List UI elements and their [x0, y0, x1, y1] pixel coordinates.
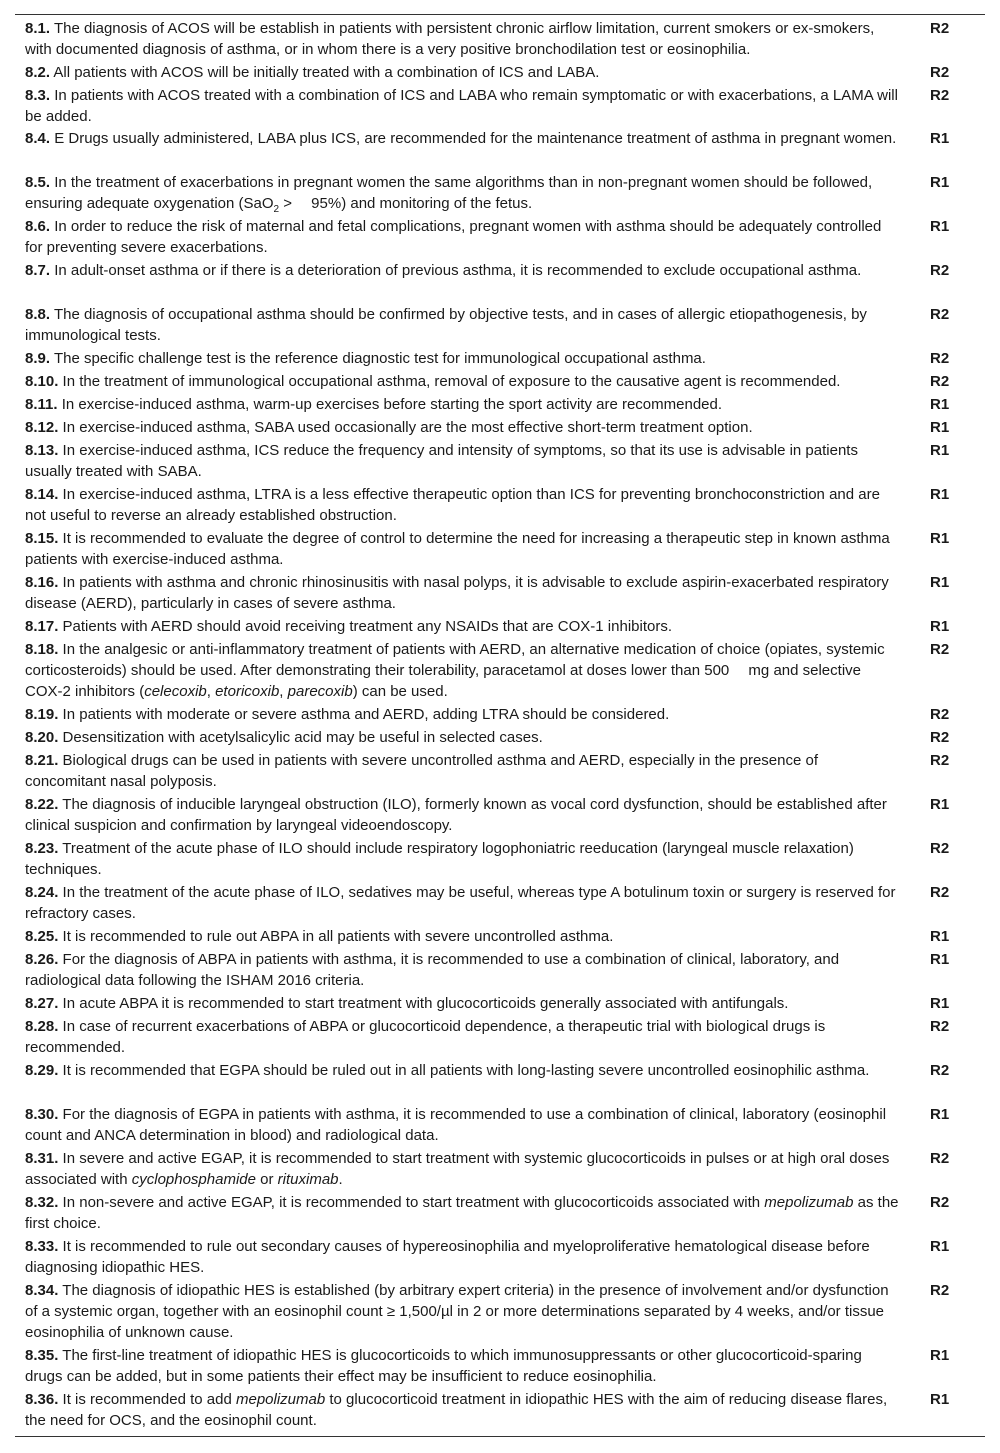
- recommendation-text-segment: to glucocorticoid treatment in idiopathic HES with the aim of reducing disease flares, the need for OCS, and the eosinophil count.: [25, 1391, 888, 1429]
- recommendation-text-segment: Treatment of the acute phase of ILO should include respiratory logophoniatric reeducation (laryngeal muscle relaxation) techniques.: [25, 840, 854, 878]
- recommendation-text-segment: as the first choice.: [25, 1194, 899, 1232]
- recommendation-text: [25, 304, 900, 346]
- recommendation-text: [25, 838, 900, 880]
- recommendation-text-segment: All patients with ACOS will be initially treated with a combination of ICS and LABA.: [53, 64, 600, 81]
- recommendation-text-segment: ,: [279, 683, 288, 700]
- recommendation-text-segment: In patients with asthma and chronic rhinosinusitis with nasal polyps, it is advisable to exclude aspirin-exacerbated respiratory disease (AERD), particularly in cases of severe asthma.: [25, 574, 889, 612]
- recommendation-text-segment: In case of recurrent exacerbations of ABPA or glucocorticoid dependence, a therapeutic trial with biological drugs is recommended.: [25, 1018, 826, 1056]
- recommendation-number: 8.25.: [25, 928, 59, 945]
- recommendation-text-segment: In order to reduce the risk of maternal and fetal complications, pregnant women with asthma should be adequately controlled for preventing severe exacerbations.: [25, 218, 882, 256]
- recommendation-number: 8.28.: [25, 1018, 59, 1035]
- recommendation-number: 8.33.: [25, 1238, 59, 1255]
- recommendation-grade: R1: [930, 618, 950, 635]
- recommendation-text: [25, 1236, 900, 1278]
- recommendation-text-segment: It is recommended to rule out secondary causes of hypereosinophilia and myeloproliferative hematological disease before diagnosing idiopathic HES.: [25, 1238, 870, 1276]
- recommendation-number: 8.21.: [25, 752, 59, 769]
- recommendation-text-segment: Biological drugs can be used in patients with severe uncontrolled asthma and AERD, especially in the presence of concomitant nasal polyposis.: [25, 752, 818, 790]
- recommendation-grade: R1: [930, 396, 950, 413]
- recommendation-grade: R1: [930, 1347, 950, 1364]
- recommendation-grade: R1: [930, 796, 950, 813]
- recommendation-grade: R1: [930, 1238, 950, 1255]
- recommendation-text-segment: > 95%) and monitoring of the fetus.: [279, 195, 533, 212]
- recommendation-grade: R2: [930, 1018, 950, 1035]
- recommendation-grade: R1: [930, 130, 950, 147]
- drug-name: celecoxib: [144, 683, 207, 700]
- recommendation-text: [25, 216, 900, 258]
- table-bottom-rule: [15, 1436, 985, 1437]
- recommendation-number: 8.27.: [25, 995, 59, 1012]
- recommendation-number: 8.4.: [25, 130, 51, 147]
- recommendation-text: [25, 528, 900, 570]
- recommendation-text: [25, 926, 900, 947]
- recommendation-number: 8.8.: [25, 306, 51, 323]
- recommendation-text: [25, 348, 900, 369]
- recommendation-text: [25, 704, 900, 725]
- recommendation-text: [25, 1016, 900, 1058]
- recommendation-text-segment: Desensitization with acetylsalicylic acid may be useful in selected cases.: [62, 729, 543, 746]
- drug-name: mepolizumab: [235, 1391, 326, 1408]
- recommendation-text-segment: In exercise-induced asthma, ICS reduce the frequency and intensity of symptoms, so that its use is advisable in patients usually treated with SABA.: [25, 442, 858, 480]
- recommendation-text-segment: In the treatment of exacerbations in pregnant women the same algorithms than in non-pregnant women should be followed, ensuring adequate oxygenation (SaO: [25, 174, 873, 212]
- recommendation-grade: R2: [930, 64, 950, 81]
- drug-name: etoricoxib: [215, 683, 280, 700]
- recommendation-text-segment: In patients with moderate or severe asthma and AERD, adding LTRA should be considered.: [62, 706, 670, 723]
- recommendation-text: [25, 18, 900, 60]
- recommendation-text-segment: In severe and active EGAP, it is recommended to start treatment with systemic glucocorticoids in pulses or at high oral doses associated with: [25, 1150, 890, 1188]
- recommendation-text-segment: It is recommended to add: [62, 1391, 236, 1408]
- recommendation-grade: R1: [930, 995, 950, 1012]
- recommendation-text-segment: In adult-onset asthma or if there is a deterioration of previous asthma, it is recommended to exclude occupational asthma.: [54, 262, 862, 279]
- recommendation-number: 8.15.: [25, 530, 59, 547]
- recommendation-number: 8.24.: [25, 884, 59, 901]
- recommendation-grade: R2: [930, 884, 950, 901]
- recommendation-grade: R2: [930, 350, 950, 367]
- recommendation-text: [25, 727, 900, 748]
- recommendation-number: 8.17.: [25, 618, 59, 635]
- recommendation-text: [25, 750, 900, 792]
- recommendation-text: [25, 639, 900, 702]
- recommendation-grade: R2: [930, 306, 950, 323]
- recommendation-number: 8.5.: [25, 174, 51, 191]
- recommendation-grade: R1: [930, 419, 950, 436]
- recommendation-text: [25, 62, 900, 83]
- recommendation-text: [25, 949, 900, 991]
- recommendation-number: 8.36.: [25, 1391, 59, 1408]
- recommendation-text: [25, 794, 900, 836]
- recommendation-grade: R1: [930, 928, 950, 945]
- recommendation-text: [25, 1060, 900, 1081]
- recommendation-number: 8.18.: [25, 641, 59, 658]
- recommendation-text-segment: In exercise-induced asthma, warm-up exercises before starting the sport activity are recommended.: [61, 396, 723, 413]
- recommendation-text: [25, 417, 900, 438]
- recommendation-number: 8.11.: [25, 396, 58, 413]
- recommendation-text-segment: In the treatment of immunological occupational asthma, removal of exposure to the causative agent is recommended.: [62, 373, 841, 390]
- recommendation-number: 8.35.: [25, 1347, 59, 1364]
- recommendation-grade: R2: [930, 1282, 950, 1299]
- subscript: 2: [273, 204, 280, 215]
- recommendation-number: 8.20.: [25, 729, 59, 746]
- recommendation-text: [25, 1148, 900, 1190]
- recommendation-text: [25, 128, 900, 149]
- recommendation-number: 8.29.: [25, 1062, 59, 1079]
- recommendation-grade: R2: [930, 87, 950, 104]
- recommendation-text-segment: The diagnosis of ACOS will be establish in patients with persistent chronic airflow limitation, current smokers or ex-smokers, with documented diagnosis of asthma, or in whom there is a very positive bronchodilation test or eosinophilia.: [25, 20, 875, 58]
- recommendation-grade: R1: [930, 1391, 950, 1408]
- recommendation-text-segment: It is recommended to rule out ABPA in all patients with severe uncontrolled asthma.: [62, 928, 614, 945]
- recommendation-grade: R1: [930, 1106, 950, 1123]
- recommendation-text-segment: In the analgesic or anti-inflammatory treatment of patients with AERD, an alternative medication of choice (opiates, systemic corticosteroids) should be used. After demonstrating their tolerability, paracetamol at doses lower than 500 mg and selective COX-2 inhibitors (: [25, 641, 885, 700]
- recommendation-text: [25, 1345, 900, 1387]
- recommendation-number: 8.12.: [25, 419, 59, 436]
- recommendation-number: 8.9.: [25, 350, 51, 367]
- recommendation-grade: R1: [930, 530, 950, 547]
- recommendation-number: 8.3.: [25, 87, 51, 104]
- recommendation-number: 8.10.: [25, 373, 59, 390]
- recommendation-text-segment: The specific challenge test is the reference diagnostic test for immunological occupational asthma.: [53, 350, 706, 367]
- recommendation-grade: R1: [930, 486, 950, 503]
- recommendation-text-segment: In acute ABPA it is recommended to start treatment with glucocorticoids generally associated with antifungals.: [62, 995, 789, 1012]
- recommendation-grade: R1: [930, 218, 950, 235]
- recommendation-text: [25, 572, 900, 614]
- recommendation-number: 8.23.: [25, 840, 59, 857]
- recommendation-number: 8.13.: [25, 442, 59, 459]
- recommendation-number: 8.2.: [25, 64, 51, 81]
- recommendation-number: 8.34.: [25, 1282, 59, 1299]
- recommendation-text-segment: In the treatment of the acute phase of ILO, sedatives may be useful, whereas type A botulinum toxin or surgery is reserved for refractory cases.: [25, 884, 896, 922]
- recommendation-text: [25, 1389, 900, 1431]
- recommendation-grade: R2: [930, 641, 950, 658]
- recommendation-number: 8.31.: [25, 1150, 59, 1167]
- drug-name: rituximab: [277, 1171, 339, 1188]
- recommendation-grade: R1: [930, 574, 950, 591]
- recommendation-text: [25, 882, 900, 924]
- recommendation-number: 8.14.: [25, 486, 59, 503]
- recommendation-text-segment: The diagnosis of inducible laryngeal obstruction (ILO), formerly known as vocal cord dysfunction, should be established after clinical suspicion and confirmation by laryngeal videoendoscopy.: [25, 796, 887, 834]
- recommendation-text: [25, 1104, 900, 1146]
- recommendation-grade: R2: [930, 706, 950, 723]
- recommendation-text: [25, 371, 900, 392]
- recommendation-grade: R2: [930, 1062, 950, 1079]
- recommendation-text-segment: The first-line treatment of idiopathic HES is glucocorticoids to which immunosuppressants or other glucocorticoid-sparing drugs can be added, but in some patients their effect may be insufficient to reduce eosinophilia.: [25, 1347, 862, 1385]
- recommendation-text-segment: Patients with AERD should avoid receiving treatment any NSAIDs that are COX-1 inhibitors.: [62, 618, 672, 635]
- recommendation-text-segment: In exercise-induced asthma, SABA used occasionally are the most effective short-term treatment option.: [62, 419, 753, 436]
- recommendation-number: 8.7.: [25, 262, 51, 279]
- recommendation-text: [25, 394, 900, 415]
- recommendation-text-segment: or: [255, 1171, 278, 1188]
- drug-name: cyclophosphamide: [131, 1171, 256, 1188]
- recommendation-text: [25, 440, 900, 482]
- recommendation-number: 8.6.: [25, 218, 51, 235]
- recommendation-text-segment: ) can be used.: [352, 683, 448, 700]
- recommendations-table: [15, 14, 985, 1429]
- recommendation-text-segment: It is recommended that EGPA should be ruled out in all patients with long-lasting severe uncontrolled eosinophilic asthma.: [62, 1062, 870, 1079]
- recommendation-text: [25, 1192, 900, 1234]
- drug-name: mepolizumab: [764, 1194, 854, 1211]
- recommendation-text: [25, 616, 900, 637]
- recommendation-number: 8.26.: [25, 951, 59, 968]
- recommendation-grade: R1: [930, 442, 950, 459]
- recommendation-grade: R2: [930, 729, 950, 746]
- recommendation-text-segment: For the diagnosis of ABPA in patients with asthma, it is recommended to use a combination of clinical, laboratory, and radiological data following the ISHAM 2016 criteria.: [25, 951, 840, 989]
- recommendation-text: [25, 1280, 900, 1343]
- recommendation-text: [25, 172, 900, 214]
- recommendation-text-segment: E Drugs usually administered, LABA plus ICS, are recommended for the maintenance treatment of asthma in pregnant women.: [54, 130, 897, 147]
- recommendation-text-segment: The diagnosis of occupational asthma should be confirmed by objective tests, and in cases of allergic etiopathogenesis, by immunological tests.: [25, 306, 867, 344]
- recommendation-text-segment: It is recommended to evaluate the degree of control to determine the need for increasing a therapeutic step in known asthma patients with exercise-induced asthma.: [25, 530, 890, 568]
- recommendation-grade: R2: [930, 752, 950, 769]
- recommendation-grade: R2: [930, 262, 950, 279]
- recommendation-grade: R2: [930, 1150, 950, 1167]
- recommendation-number: 8.32.: [25, 1194, 59, 1211]
- recommendation-number: 8.16.: [25, 574, 59, 591]
- recommendation-text-segment: In exercise-induced asthma, LTRA is a less effective therapeutic option than ICS for preventing bronchoconstriction and are not useful to reverse an already established obstruction.: [25, 486, 880, 524]
- recommendation-text-segment: In non-severe and active EGAP, it is recommended to start treatment with glucocorticoids associated with: [62, 1194, 765, 1211]
- recommendation-grade: R2: [930, 373, 950, 390]
- drug-name: parecoxib: [287, 683, 353, 700]
- recommendation-grade: R2: [930, 1194, 950, 1211]
- recommendation-text-segment: For the diagnosis of EGPA in patients with asthma, it is recommended to use a combination of clinical, laboratory (eosinophil count and ANCA determination in blood) and radiological data.: [25, 1106, 887, 1144]
- recommendation-grade: R2: [930, 20, 950, 37]
- recommendation-text-segment: .: [338, 1171, 343, 1188]
- recommendation-text: [25, 260, 900, 281]
- recommendation-number: 8.30.: [25, 1106, 59, 1123]
- recommendation-number: 8.19.: [25, 706, 59, 723]
- recommendation-text: [25, 484, 900, 526]
- recommendation-text: [25, 993, 900, 1014]
- recommendation-text: [25, 85, 900, 127]
- recommendation-grade: R2: [930, 840, 950, 857]
- recommendation-text-segment: In patients with ACOS treated with a combination of ICS and LABA who remain symptomatic or with exacerbations, a LAMA will be added.: [25, 87, 898, 125]
- recommendation-grade: R1: [930, 951, 950, 968]
- recommendation-grade: R1: [930, 174, 950, 191]
- recommendation-text-segment: The diagnosis of idiopathic HES is established (by arbitrary expert criteria) in the presence of involvement and/or dysfunction of a systemic organ, together with an eosinophil count ≥ 1,500/µl in 2 or more determinations separated by 4 weeks, and/or tissue eosinophilia of unknown cause.: [25, 1282, 889, 1341]
- recommendation-text-segment: ,: [206, 683, 216, 700]
- recommendation-number: 8.1.: [25, 20, 51, 37]
- recommendation-number: 8.22.: [25, 796, 59, 813]
